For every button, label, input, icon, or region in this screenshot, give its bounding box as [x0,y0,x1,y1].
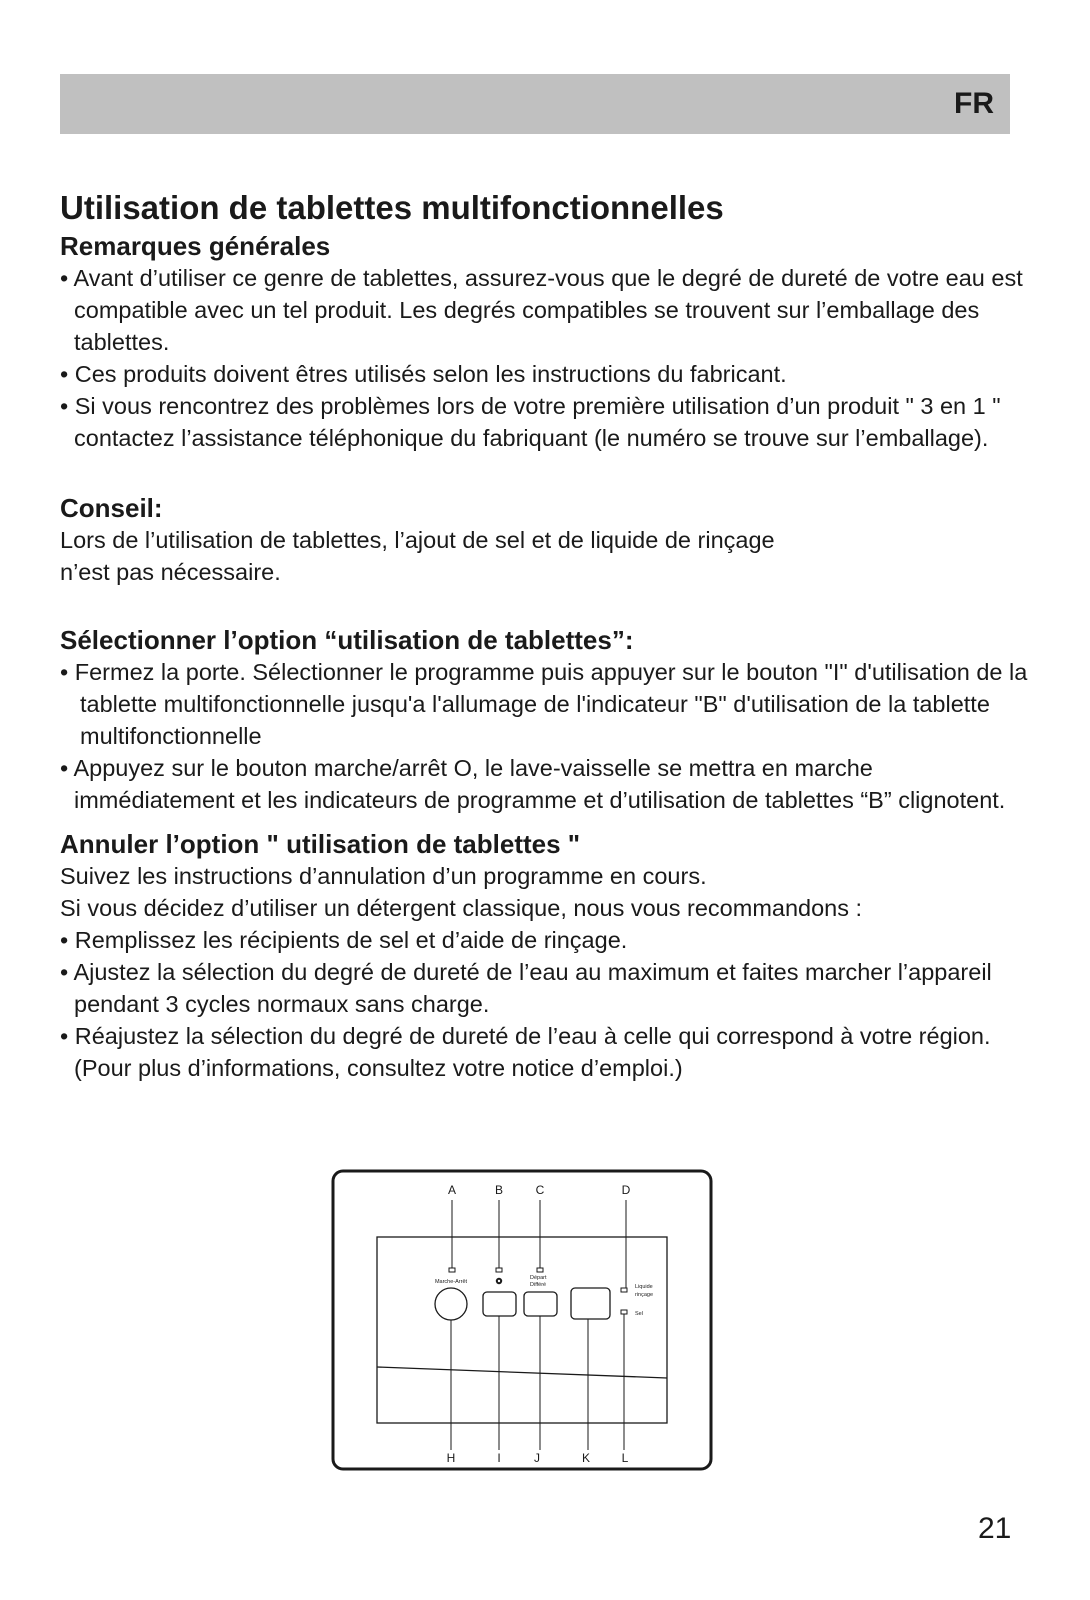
main-content [60,186,1030,1084]
tablet-button [483,1292,516,1316]
cancel-line: Si vous décidez d’utiliser un détergent classique, nous vous recommandons : [60,895,863,921]
diagram-frame [333,1171,711,1469]
label-delay-line2: Différé [530,1282,547,1288]
list-item: • Ajustez la sélection du degré de dureté de l’eau au maximum et faites marcher l’appareil pendant 3 cycles normaux sans charge. [60,959,992,1017]
list-item: • Fermez la porte. Sélectionner le programme puis appuyer sur le bouton "I" d'utilisation de la tablette multifonctionnelle jusqu'a l'allumage de l'indicateur "B" d'utilisation de la tablette multifonctionnelle [60,659,1028,749]
on-off-button [435,1288,467,1320]
callout-label-b: B [494,1183,504,1197]
label-salt: Sel [635,1311,643,1317]
callout-label-d: D [621,1183,631,1197]
indicator-led-c [537,1268,543,1272]
section-heading-cancel: Annuler l’option " utilisation de tablettes " [60,829,581,859]
label-rinse-line2: rinçage [635,1292,654,1298]
indicator-led-salt [621,1310,627,1314]
callout-label-h: H [446,1451,456,1465]
cancel-option-list [60,924,1030,1084]
indicator-led-b [496,1268,502,1272]
callout-label-l: L [621,1451,629,1465]
advice-line: Lors de l’utilisation de tablettes, l’ajout de sel et de liquide de rinçage [60,527,775,553]
list-item: • Appuyez sur le bouton marche/arrêt O, le lave-vaisselle se mettra en marche immédiatement et les indicateurs de programme et d’utilisation de tablettes “B” clignotent. [60,755,1006,813]
select-option-list [60,656,1030,816]
list-item: • Avant d’utiliser ce genre de tablettes, assurez-vous que le degré de dureté de votre eau est compatible avec un tel produit. Les degrés compatibles se trouvent sur l’emballage des tablettes. [60,265,1023,355]
language-code: FR [954,87,994,120]
control-panel-diagram [330,1168,714,1473]
list-item: • Ces produits doivent êtres utilisés selon les instructions du fabricant. [60,361,787,387]
section-heading-select: Sélectionner l’option “utilisation de tablettes”: [60,625,634,655]
callout-label-j: J [534,1451,540,1465]
list-item: • Réajustez la sélection du degré de dureté de l’eau à celle qui correspond à votre région. (Pour plus d’informations, consultez votre notice d’emploi.) [60,1023,991,1081]
header-bar [60,74,1010,134]
program-button [571,1288,610,1319]
label-delay-line1: Départ [530,1275,547,1281]
callout-label-c: C [535,1183,545,1197]
section-heading-general: Remarques générales [60,231,331,261]
indicator-led-a [449,1268,455,1272]
cancel-line: Suivez les instructions d’annulation d’un programme en cours. [60,863,707,889]
delay-button [524,1292,557,1316]
advice-line: n’est pas nécessaire. [60,559,281,585]
label-on-off: Marche-Arrêt [434,1279,468,1285]
label-rinse-line1: Liquide [635,1284,653,1290]
tablet-icon [496,1278,502,1284]
general-remarks-list [60,262,1030,454]
page-title: Utilisation de tablettes multifonctionnelles [60,189,724,226]
page-number: 21 [978,1512,1012,1545]
list-item: • Si vous rencontrez des problèmes lors de votre première utilisation d’un produit " 3 en 1 " contactez l’assistance téléphonique du fabriquant (le numéro se trouve sur l’emballage). [60,393,1001,451]
callout-label-i: I [497,1451,501,1465]
callout-label-k: K [581,1451,591,1465]
callout-label-a: A [447,1183,457,1197]
indicator-led-rinse [621,1288,627,1292]
list-item: • Remplissez les récipients de sel et d’aide de rinçage. [60,927,628,953]
control-panel-figure [330,1168,714,1473]
section-heading-advice: Conseil: [60,493,163,523]
